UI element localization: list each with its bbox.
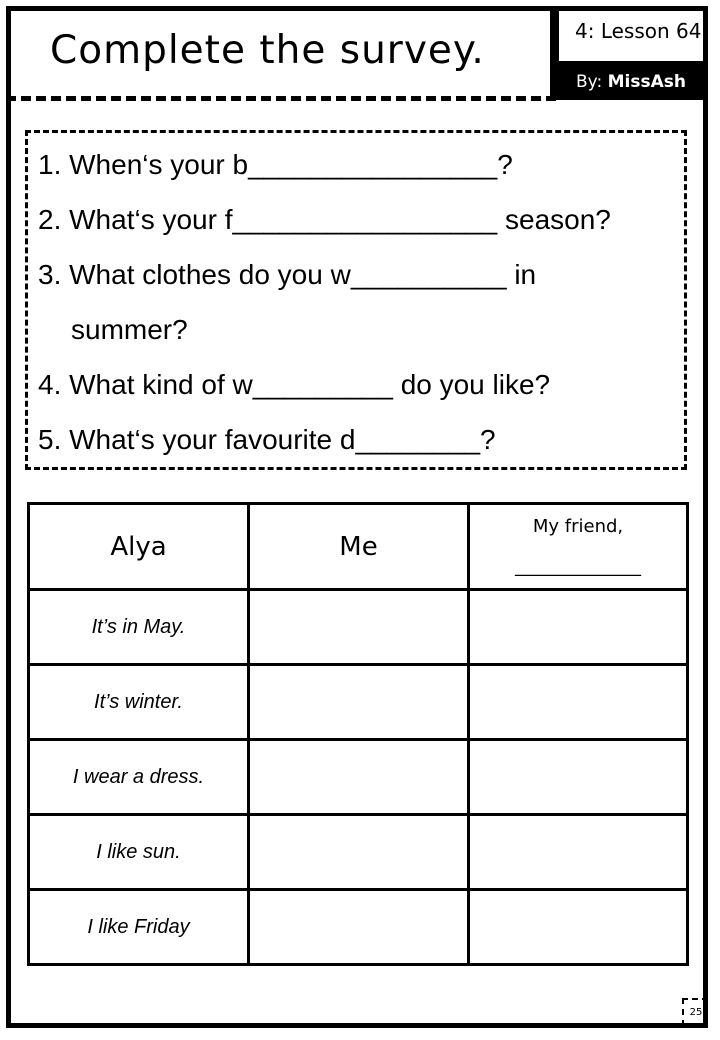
table-row (29, 665, 688, 740)
me-answer-cell[interactable] (249, 815, 469, 890)
author-prefix: By: (576, 72, 603, 92)
header-alya: Alya (29, 504, 249, 590)
me-answer-cell[interactable] (249, 665, 469, 740)
table-header-row (29, 504, 688, 590)
friend-answer-cell[interactable] (469, 665, 688, 740)
lesson-label: 4: Lesson 64 (575, 19, 702, 43)
header-me: Me (249, 504, 469, 590)
me-answer-cell[interactable] (249, 890, 469, 965)
title-box (6, 6, 554, 100)
question-2: 2. What‘s your f_________________ season? (38, 204, 611, 235)
table-row (29, 740, 688, 815)
friend-answer-cell[interactable] (469, 740, 688, 815)
questions-box (25, 130, 687, 470)
friend-answer-cell[interactable] (469, 590, 688, 665)
author-name: MissAsh (607, 72, 686, 92)
question-5: 5. What‘s your favourite d________? (38, 424, 496, 455)
survey-table (27, 502, 689, 966)
friend-name-blank: ______________ (515, 555, 641, 577)
alya-answer: I like Friday (29, 890, 249, 965)
header-friend (469, 504, 688, 590)
page-number: 25 (682, 998, 708, 1026)
question-4: 4. What kind of w_________ do you like? (38, 369, 551, 400)
alya-answer: I like sun. (29, 815, 249, 890)
friend-answer-cell[interactable] (469, 815, 688, 890)
title-divider (6, 96, 556, 101)
alya-answer: It’s winter. (29, 665, 249, 740)
question-3-continued: summer? (71, 314, 188, 345)
me-answer-cell[interactable] (249, 740, 469, 815)
author-credit (576, 72, 686, 92)
alya-answer: I wear a dress. (29, 740, 249, 815)
author-bar (554, 66, 708, 100)
question-1: 1. When‘s your b________________? (38, 149, 513, 180)
table-row (29, 590, 688, 665)
question-3: 3. What clothes do you w__________ in (38, 259, 537, 290)
lesson-box (554, 6, 708, 66)
page-title: Complete the survey. (50, 28, 485, 73)
me-answer-cell[interactable] (249, 590, 469, 665)
friend-answer-cell[interactable] (469, 890, 688, 965)
alya-answer: It’s in May. (29, 590, 249, 665)
table-row (29, 815, 688, 890)
table-row (29, 890, 688, 965)
friend-label: My friend, (532, 515, 624, 537)
